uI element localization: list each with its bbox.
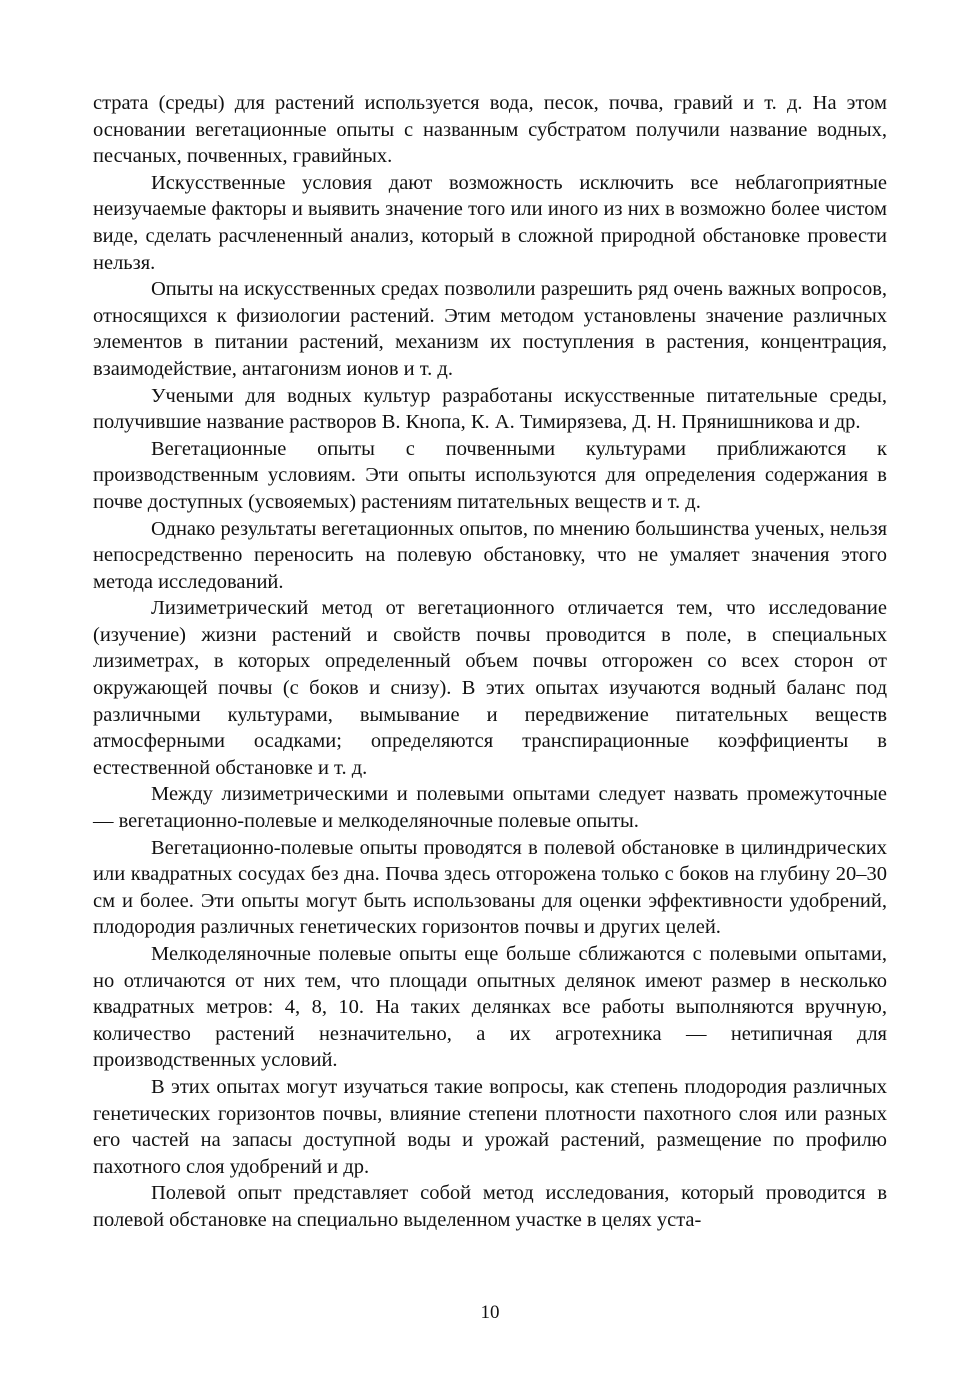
paragraph-vegetation-field: Вегетационно-полевые опыты проводятся в полевой обстановке в цилиндрических или квадратных сосудах без дна. Почва здесь отгорожена только с боков на глубину 20–30 см и более. Эти опыты могут быть использованы для оценки эффективности удобрений, плодородия различных генетических горизонтов почвы и других целей. bbox=[93, 836, 887, 939]
paragraph-intermediate-experiments: Между лизиметрическими и полевыми опытами следует назвать промежуточные — вегетационно-полевые и мелкоделяночные полевые опыты. bbox=[93, 783, 887, 833]
paragraph-results-transfer: Однако результаты вегетационных опытов, по мнению большинства ученых, нельзя непосредственно переносить на полевую обстановку, что не умаляет значения этого метода исследований. bbox=[93, 517, 887, 593]
paragraph-continuation: страта (среды) для растений используется вода, песок, почва, гравий и т. д. На этом основании вегетационные опыты с названным субстратом получили название водных, песчаных, почвенных, гравийных. bbox=[93, 92, 887, 168]
paragraph-nutrient-solutions: Учеными для водных культур разработаны искусственные питательные среды, получившие название растворов В. Кнопа, К. А. Тимирязева, Д. Н. Прянишникова и др. bbox=[93, 384, 887, 434]
paragraph-lysimeter-method: Лизиметрический метод от вегетационного отличается тем, что исследование (изучение) жизни растений и свойств почвы проводится в поле, в специальных лизиметрах, в которых определенный объем почвы отгорожен со всех сторон от окружающей почвы (с боков и снизу). В этих опытах изучаются водный баланс под различными культурами, вымывание и передвижение питательных веществ атмосферными осадками; определяются транспирационные коэффициенты в естественной обстановке и т. д. bbox=[93, 597, 887, 779]
paragraph-artificial-conditions: Искусственные условия дают возможность исключить все неблагоприятные неизучаемые факторы и выявить значение того или иного из них в возможно более чистом виде, сделать расчлененный анализ, который в сложной природной обстановке провести нельзя. bbox=[93, 171, 887, 274]
paragraph-questions: В этих опытах могут изучаться такие вопросы, как степень плодородия различных генетических горизонтов почвы, влияние степени плотности пахотного слоя или разных его частей на запасы доступной воды и урожай растений, размещение по профилю пахотного слоя удобрений и др. bbox=[93, 1075, 887, 1178]
page-number: 10 bbox=[480, 1302, 500, 1323]
paragraph-artificial-media: Опыты на искусственных средах позволили разрешить ряд очень важных вопросов, относящихся к физиологии растений. Этим методом установлены значение различных элементов в питании растений, механизм их поступления в растения, концентрация, взаимодействие, антагонизм ионов и т. д. bbox=[93, 278, 887, 380]
page-body bbox=[93, 90, 887, 1234]
paragraph-small-plot: Мелкоделяночные полевые опыты еще больше сближаются с полевыми опытами, но отличаются от них тем, что площади опытных делянок имеют размер в несколько квадратных метров: 4, 8, 10. На таких делянках все работы выполняются вручную, количество растений незначительно, а их агротехника — нетипичная для производственных условий. bbox=[93, 943, 887, 1072]
paragraph-field-experiment: Полевой опыт представляет собой метод исследования, который проводится в полевой обстановке на специально выделенном участке в целях уста- bbox=[93, 1182, 887, 1231]
paragraph-soil-cultures: Вегетационные опыты с почвенными культурами приближаются к производственным условиям. Эти опыты используются для определения содержания в почве доступных (усвояемых) растениям питательных веществ и т. д. bbox=[93, 437, 887, 513]
